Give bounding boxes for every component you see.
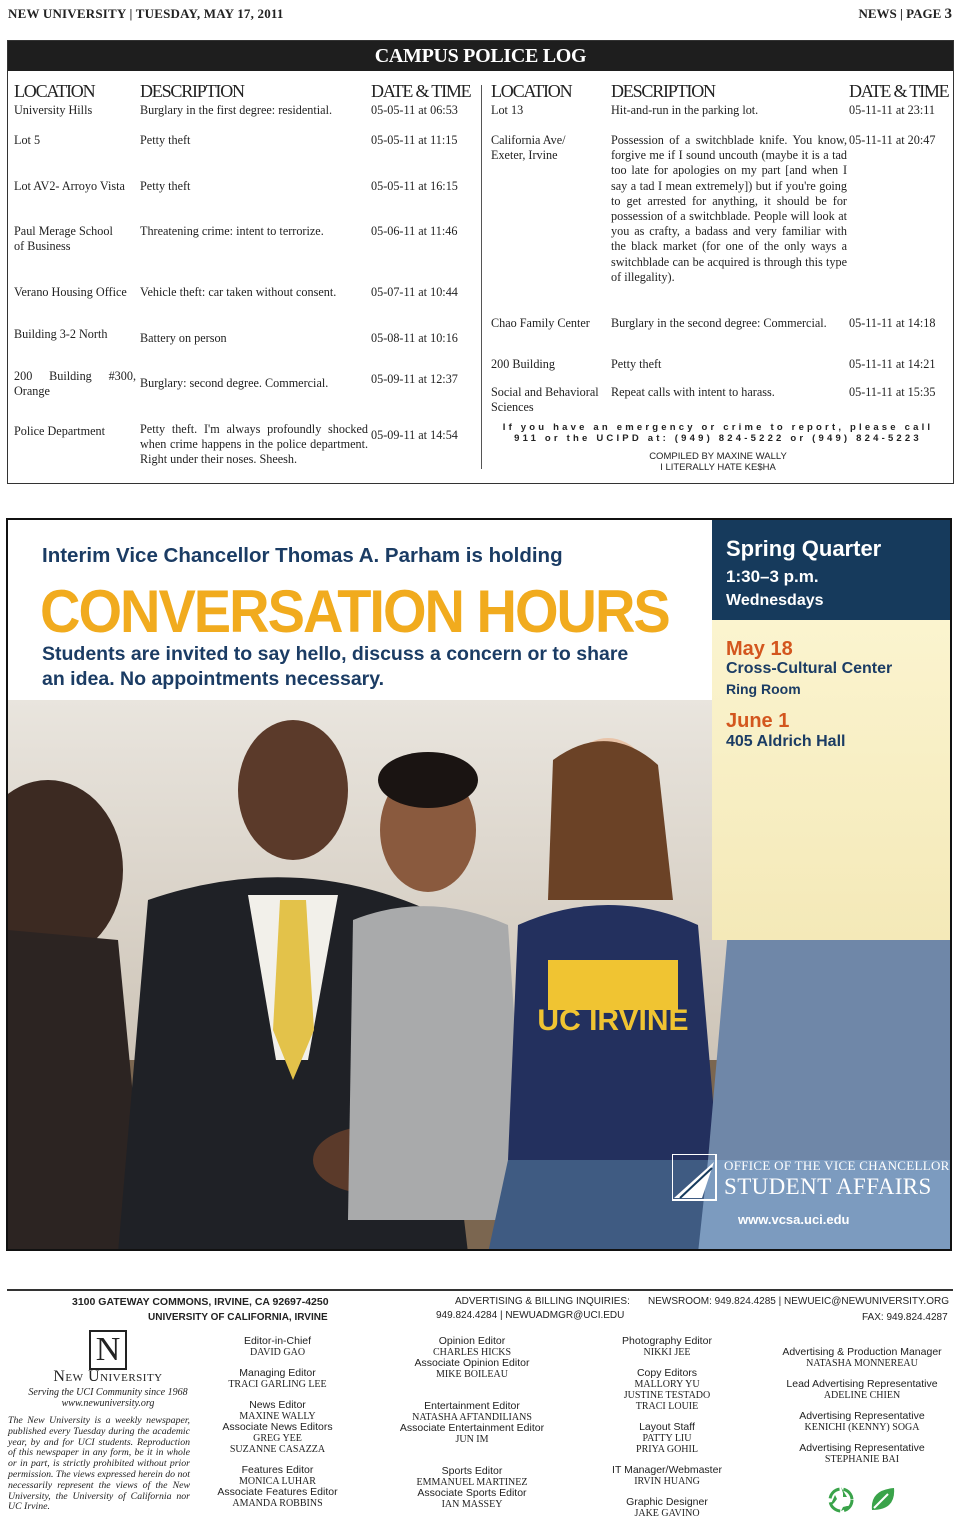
staff-name: ADELINE CHIEN <box>823 1390 901 1401</box>
ad-intro: Interim Vice Chancellor Thomas A. Parham is holding <box>42 544 563 567</box>
staff-role: Associate Sports Editor <box>417 1487 527 1499</box>
log-datetime: 05-08-11 at 10:16 <box>371 331 458 345</box>
log-datetime: 05-09-11 at 12:37 <box>371 372 458 386</box>
staff-name: GREG YEE <box>253 1433 302 1444</box>
schedule-date-1-room: Ring Room <box>726 681 801 697</box>
log-datetime: 05-11-11 at 23:11 <box>849 103 935 117</box>
fax-number: FAX: 949.824.4287 <box>862 1312 948 1323</box>
staff-role: Copy Editors <box>636 1367 698 1379</box>
shirt-text: UC IRVINE <box>537 1004 689 1037</box>
staff-role: Sports Editor <box>441 1465 503 1477</box>
log-description: Petty theft <box>611 357 662 371</box>
staff-name: DAVID GAO <box>249 1347 306 1358</box>
staff-name: MAXINE WALLY <box>239 1411 316 1422</box>
ad-subtext: Students are invited to say hello, discuss a concern or to share an idea. No appointments necessary. <box>42 643 629 690</box>
log-description: Burglary: second degree. Commercial. <box>140 376 329 390</box>
leaf-icon <box>868 1484 898 1514</box>
staff-name: STEPHANIE BAI <box>824 1454 900 1465</box>
log-datetime: 05-09-11 at 14:54 <box>371 428 458 442</box>
schedule-date-2-location: 405 Aldrich Hall <box>726 733 846 750</box>
recycle-icon <box>826 1484 856 1514</box>
log-datetime: 05-11-11 at 14:18 <box>849 316 936 330</box>
log-description: Petty theft <box>140 179 191 193</box>
new-university-logo: N <box>89 1330 127 1370</box>
staff-name: MIKE BOILEAU <box>436 1369 508 1380</box>
ad-headline: CONVERSATION HOURS <box>40 577 669 646</box>
log-location: Paul Merage School of Business <box>14 224 113 254</box>
staff-role: Advertising & Production Manager <box>782 1346 942 1358</box>
staff-role: Associate News Editors <box>222 1421 333 1433</box>
col-head-location-right: LOCATION <box>491 81 572 101</box>
schedule-time: 1:30–3 p.m. <box>726 567 819 586</box>
staff-role: IT Manager/Webmaster <box>612 1464 722 1476</box>
col-head-datetime-left: DATE & TIME <box>371 81 471 101</box>
log-location: Lot 5 <box>14 133 41 147</box>
log-datetime: 05-05-11 at 11:15 <box>371 133 458 147</box>
log-description: Burglary in the second degree: Commercial. <box>611 316 827 330</box>
log-description: Petty theft. I'm always profoundly shocked when crime happens in the police department. Right under their noses. Sheesh. <box>140 422 368 467</box>
staff-name: MONICA LUHAR <box>239 1476 316 1487</box>
log-datetime: 05-05-11 at 06:53 <box>371 103 458 117</box>
col-head-datetime-right: DATE & TIME <box>849 81 949 101</box>
log-location: Police Department <box>14 424 106 438</box>
staff-name: SUZANNE CASAZZA <box>229 1444 326 1455</box>
vcsa-name-text: STUDENT AFFAIRS <box>724 1174 932 1199</box>
staff-name: CHARLES HICKS <box>432 1347 512 1358</box>
police-log-title: CAMPUS POLICE LOG <box>8 41 953 71</box>
staff-name: PRIYA GOHIL <box>636 1444 698 1455</box>
staff-role: News Editor <box>249 1399 306 1411</box>
log-datetime: 05-07-11 at 10:44 <box>371 285 458 299</box>
staff-name: IAN MASSEY <box>441 1499 503 1510</box>
col-head-description-right: DESCRIPTION <box>611 81 715 101</box>
log-description: Hit-and-run in the parking lot. <box>611 103 759 117</box>
staff-name: TRACI GARLING LEE <box>228 1379 327 1390</box>
staff-column <box>592 1336 742 1519</box>
page-header-right <box>858 6 952 23</box>
log-location: Lot 13 <box>491 103 524 117</box>
log-description: Petty theft <box>140 133 191 147</box>
paper-disclaimer: The New University is a weekly newspaper, published every Tuesday during the academic year, by and for UCI students. Reproduction of this newspaper in any form, be it in whole or in part, is strictly prohibited without prior permission. The views expressed herein do not necessarily represent the views of the New University, the University of California nor UC Irvine. <box>8 1415 190 1513</box>
log-description: Vehicle theft: car taken without consent. <box>140 285 337 299</box>
staff-role: Entertainment Editor <box>424 1400 520 1412</box>
section-label: NEWS | PAGE <box>858 6 942 21</box>
log-credit <box>488 451 948 473</box>
page-header-left: NEW UNIVERSITY | TUESDAY, MAY 17, 2011 <box>8 6 284 21</box>
staff-role: Layout Staff <box>639 1421 695 1433</box>
log-description: Battery on person <box>140 331 227 345</box>
log-description: Burglary in the first degree: residential. <box>140 103 333 117</box>
log-location: 200 Building #300, Orange <box>14 369 136 399</box>
staff-column <box>392 1336 552 1510</box>
footer-address: 3100 GATEWAY COMMONS, IRVINE, CA 92697-4250 <box>72 1296 329 1308</box>
log-datetime: 05-06-11 at 11:46 <box>371 224 458 238</box>
log-location: Chao Family Center <box>491 316 590 330</box>
log-location: Building 3-2 North <box>14 327 108 341</box>
staff-role: Photography Editor <box>622 1335 712 1347</box>
vcsa-url[interactable]: www.vcsa.uci.edu <box>738 1212 850 1227</box>
log-datetime: 05-05-11 at 16:15 <box>371 179 458 193</box>
staff-role: Managing Editor <box>239 1367 316 1379</box>
log-location: 200 Building <box>491 357 555 371</box>
conversation-hours-ad <box>6 518 952 1251</box>
log-description: Possession of a switchblade knife. You know, forgive me if I sound uncouth (maybe it is a tad too late for apologies on my part [and when I say a tad I mean extremely]) but if you're going to get arrested for anything, it should be for possession of a switchblade. People will look at you as crafty, a badass and very familiar with the black market (for one of the only ways a switchblade can be acquired is through this type of illegality). <box>611 133 847 284</box>
log-location: California Ave/ Exeter, Irvine <box>491 133 566 163</box>
paper-serving: Serving the UCI Community since 1968 <box>28 1387 188 1398</box>
staff-column <box>772 1347 952 1465</box>
log-location: University Hills <box>14 103 93 117</box>
ad-inquiries-label: ADVERTISING & BILLING INQUIRIES: <box>455 1296 630 1307</box>
staff-name: NIKKI JEE <box>643 1347 691 1358</box>
staff-role: Opinion Editor <box>438 1335 506 1347</box>
police-log-box <box>7 40 954 484</box>
staff-name: MALLORY YU <box>634 1379 700 1390</box>
log-location: Social and Behavioral Sciences <box>491 385 599 415</box>
staff-role: Associate Opinion Editor <box>414 1357 530 1369</box>
staff-name: IRVIN HUANG <box>634 1476 700 1487</box>
staff-name: JAKE GAVINO <box>634 1508 700 1519</box>
log-description: Threatening crime: intent to terrorize. <box>140 224 324 238</box>
staff-role: Associate Entertainment Editor <box>399 1422 545 1434</box>
log-datetime: 05-11-11 at 15:35 <box>849 385 936 399</box>
staff-role: Editor-in-Chief <box>243 1335 312 1347</box>
schedule-date-1-location: Cross-Cultural Center <box>726 660 893 677</box>
paper-name: New University <box>53 1368 163 1385</box>
col-head-location-left: LOCATION <box>14 81 95 101</box>
footer-rule <box>7 1289 953 1291</box>
staff-role: Advertising Representative <box>799 1410 925 1422</box>
staff-name: EMMANUEL MARTINEZ <box>416 1477 528 1488</box>
staff-name: KENICHI (KENNY) SOGA <box>804 1422 920 1433</box>
staff-name: NATASHA AFTANDILIANS <box>412 1412 532 1423</box>
column-divider <box>481 85 482 469</box>
log-location: Lot AV2- Arroyo Vista <box>14 179 125 193</box>
schedule-day: Wednesdays <box>726 592 824 609</box>
emergency-note: If you have an emergency or crime to report, please call 911 or the UCIPD at: (949) 824-5222 or (949) 824-5223 <box>502 422 934 444</box>
schedule-date-1: May 18 <box>726 638 793 660</box>
paper-website[interactable]: www.newuniversity.org <box>61 1398 155 1409</box>
log-datetime: 05-11-11 at 20:47 <box>849 133 936 147</box>
staff-name: JUSTINE TESTADO <box>623 1390 711 1401</box>
schedule-quarter: Spring Quarter <box>726 536 882 561</box>
staff-name: PATTY LIU <box>642 1433 692 1444</box>
credit-tagline: I LITERALLY HATE KE$HA <box>660 462 776 473</box>
staff-role: Features Editor <box>241 1464 314 1476</box>
staff-role: Associate Features Editor <box>217 1486 338 1498</box>
col-head-description-left: DESCRIPTION <box>140 81 244 101</box>
log-datetime: 05-11-11 at 14:21 <box>849 357 936 371</box>
staff-column <box>200 1336 355 1509</box>
staff-role: Graphic Designer <box>626 1496 708 1508</box>
schedule-date-2: June 1 <box>726 710 790 732</box>
staff-role: Lead Advertising Representative <box>786 1378 938 1390</box>
footer-university: UNIVERSITY OF CALIFORNIA, IRVINE <box>148 1312 328 1323</box>
staff-name: TRACI LOUIE <box>635 1401 699 1412</box>
staff-role: Advertising Representative <box>799 1442 925 1454</box>
staff-name: NATASHA MONNEREAU <box>806 1358 918 1369</box>
log-description: Repeat calls with intent to harass. <box>611 385 775 399</box>
page-number: 3 <box>944 6 952 22</box>
newsroom-contact: NEWSROOM: 949.824.4285 | NEWUEIC@NEWUNIVERSITY.ORG <box>648 1296 949 1307</box>
log-location: Verano Housing Office <box>14 285 127 299</box>
staff-name: AMANDA ROBBINS <box>232 1498 323 1509</box>
vcsa-office-text: OFFICE OF THE VICE CHANCELLOR <box>724 1158 950 1173</box>
staff-name: JUN IM <box>455 1434 489 1445</box>
compiled-by: COMPILED BY MAXINE WALLY <box>649 451 787 462</box>
ad-inquiries-contact: 949.824.4284 | NEWUADMGR@UCI.EDU <box>436 1310 625 1321</box>
